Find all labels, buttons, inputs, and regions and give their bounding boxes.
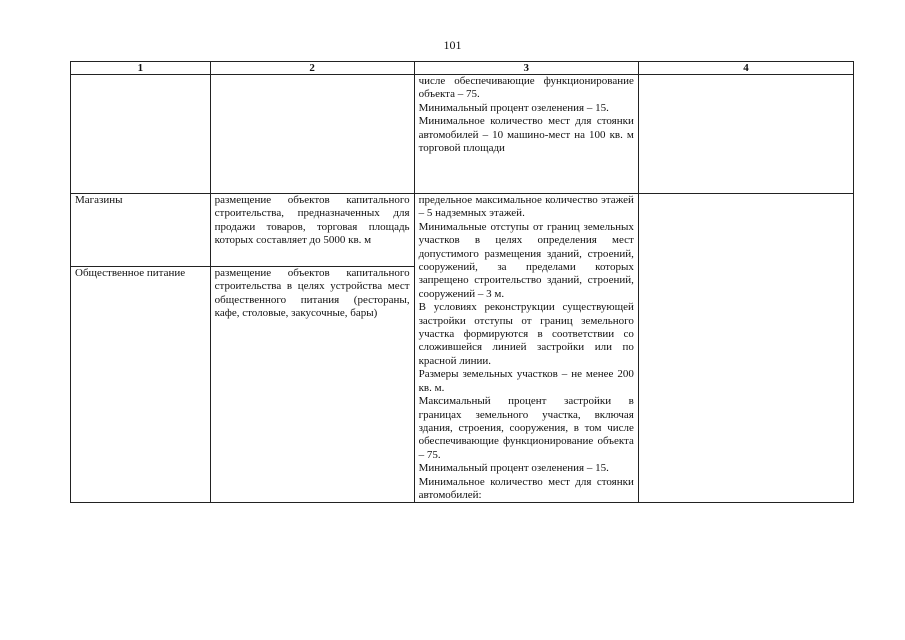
cont-col4 <box>638 75 853 194</box>
cont-col3-para: Минимальный процент озеленения – 15. <box>418 101 609 114</box>
param-para: Размеры земельных участков – не менее 200 кв. м. <box>418 368 634 394</box>
cont-col3-para: Минимальное количество мест для стоянки автомобилей – 10 машино-мест на 100 кв. м торговой площади <box>418 115 634 155</box>
shops-description-text: размещение объектов капитального строительства, предназначенных для продажи товаров, торговая площадь которых составляет до 5000 кв. м <box>214 194 410 247</box>
cont-col2 <box>210 75 414 194</box>
header-col-4: 4 <box>638 62 853 75</box>
header-col-1: 1 <box>71 62 211 75</box>
param-para: В условиях реконструкции существующей застройки отступы от границ земельного участка формируются в соответствии со сложившейся линией застройки или по красной линии. <box>418 301 634 367</box>
param-para: Минимальное количество мест для стоянки автомобилей: <box>418 475 634 501</box>
page-number: 101 <box>443 38 462 52</box>
header-col-2: 2 <box>210 62 414 75</box>
table-row-shops <box>71 194 854 267</box>
shops-use-name: Магазины <box>71 194 211 267</box>
table-header-row <box>71 62 854 75</box>
regulations-table <box>70 61 854 503</box>
cont-col3 <box>414 75 638 194</box>
cont-col3-para: числе обеспечивающие функционирование объекта – 75. <box>418 75 634 101</box>
food-use-name: Общественное питание <box>71 267 211 503</box>
param-para: предельное максимальное количество этажей – 5 надземных этажей. <box>418 194 634 220</box>
merged-parameters-cell <box>414 194 638 503</box>
food-description-text: размещение объектов капитального строительства в целях устройства мест общественного питания (рестораны, кафе, столовые, закусочные, бары) <box>214 267 410 320</box>
param-para: Максимальный процент застройки в границах земельного участка, включая здания, строения, сооружения, в том числе обеспечивающие функционирование объекта – 75. <box>418 395 634 461</box>
header-col-3: 3 <box>414 62 638 75</box>
shops-use-description <box>210 194 414 267</box>
table-row-continuation <box>71 75 854 194</box>
merged-col4-cell <box>638 194 853 503</box>
food-use-description <box>210 267 414 503</box>
cont-col1 <box>71 75 211 194</box>
param-para: Минимальный процент озеленения – 15. <box>418 462 609 475</box>
param-para: Минимальные отступы от границ земельных участков в целях определения мест допустимого размещения зданий, строений, сооружений, за пределами которых запрещено строительство зданий, строений, сооружений – 3 м. <box>418 220 634 300</box>
